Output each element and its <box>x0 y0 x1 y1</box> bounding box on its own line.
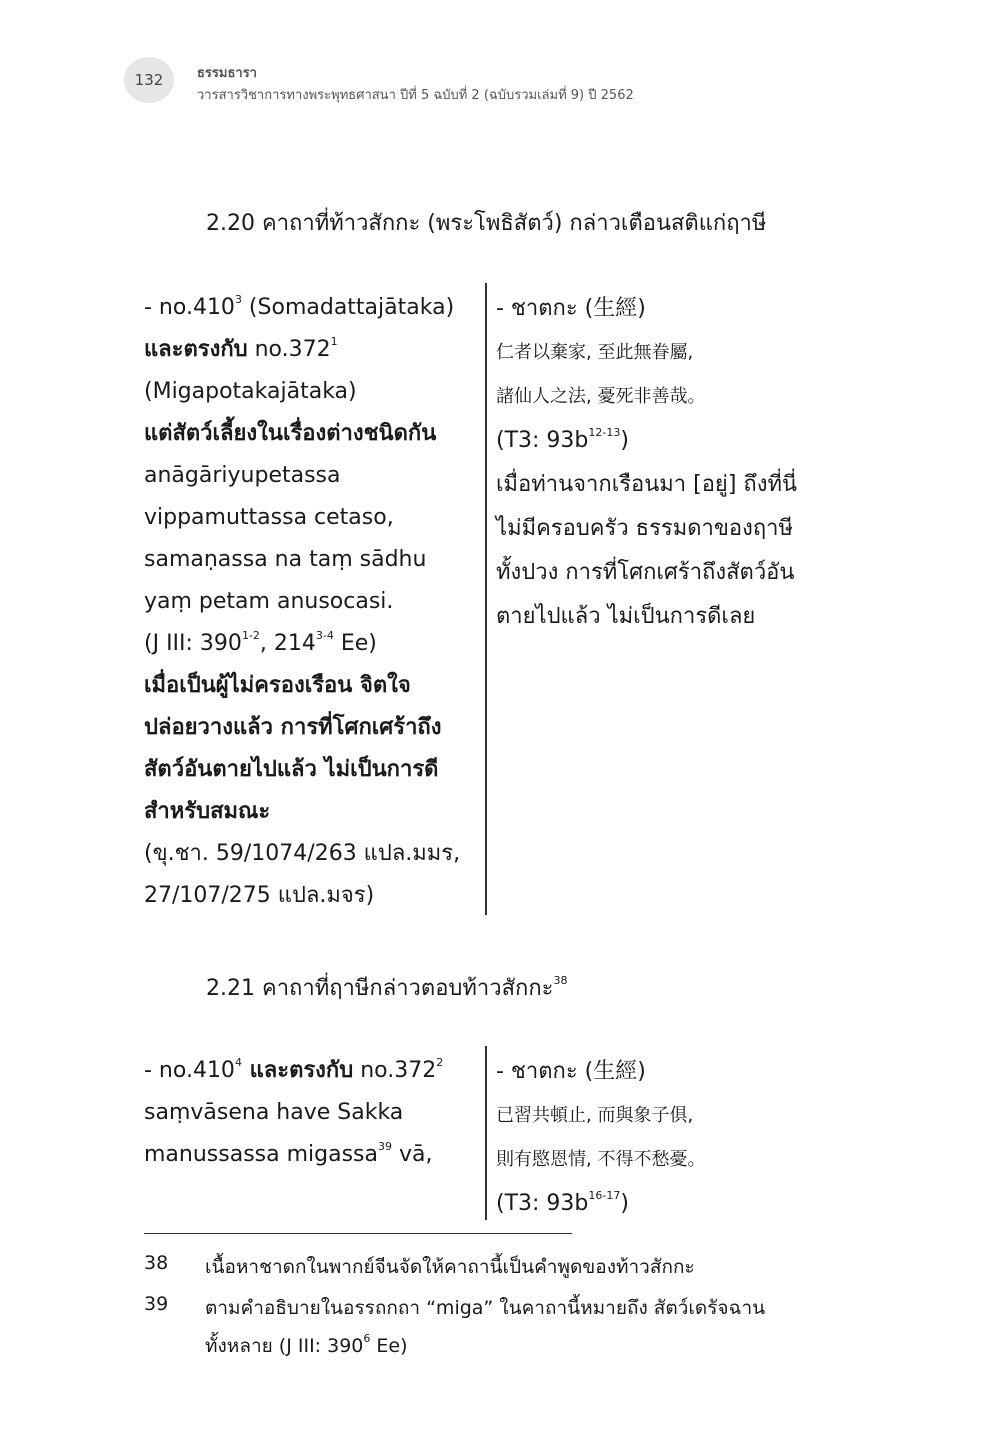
footnote-rule <box>144 1233 572 1234</box>
pali-verse-line: saṃvāsena have Sakka <box>144 1100 404 1125</box>
citation-line: (J III: 390$^{1-2}$, 214$^{3-4}$ Ee) <box>144 628 377 656</box>
translation-line: ไม่มีครอบครัว ธรรมดาของฤาษี <box>496 516 794 541</box>
footnote-text: เนื้อหาชาดกในพากย์จีนจัดให้คาถานี้เป็นคำพูดของท้าวสักกะ <box>205 1256 695 1278</box>
section-2-20-right-column <box>496 287 797 639</box>
journal-subtitle: วารสารวิชาการทางพระพุทธศาสนา ปีที่ 5 ฉบับที่ 2 (ฉบับรวมเล่มที่ 9) ปี 2562 <box>197 88 634 103</box>
section-2-20-left-column <box>144 287 460 917</box>
text-line: - no.410$^3$ (Somadattajātaka) <box>144 292 455 320</box>
footnote-text-continuation: ทั้งหลาย (J III: $390^6$ Ee) <box>205 1331 408 1357</box>
pali-verse-line: samaṇassa na taṃ sādhu <box>144 547 427 572</box>
text-line: - ชาตกะ (生經) <box>496 1059 646 1084</box>
chinese-verse-line: 已習共頓止, 而與象子俱, <box>496 1105 694 1126</box>
translation-line: สำหรับสมณะ <box>144 799 271 824</box>
translation-line: ทั้งปวง การที่โศกเศร้าถึงสัตว์อัน <box>496 560 795 585</box>
journal-name: ธรรมธารา <box>197 66 257 81</box>
text-line: (Migapotakajātaka) <box>144 379 357 404</box>
section-2-21-right-column <box>496 1050 705 1226</box>
pali-verse-line: yaṃ petam anusocasi. <box>144 589 394 614</box>
translation-line: ตายไปแล้ว ไม่เป็นการดีเลย <box>496 604 756 629</box>
translation-line: สัตว์อันตายไปแล้ว ไม่เป็นการดี <box>144 757 439 782</box>
chinese-verse-line: 則有愍恩情, 不得不愁憂。 <box>496 1149 706 1170</box>
pali-verse-line: vippamuttassa cetaso, <box>144 505 394 530</box>
pali-verse-line: anāgāriyupetassa <box>144 463 341 488</box>
translation-line: เมื่อท่านจากเรือนมา [อยู่] ถึงที่นี่ <box>496 472 797 497</box>
footnote-text: ตามคำอธิบายในอรรถกถา “miga” ในคาถานี้หมายถึง สัตว์เดรัจฉาน <box>205 1297 766 1319</box>
section-heading-2-20: 2.20 คาถาที่ท้าวสักกะ (พระโพธิสัตว์) กล่าวเตือนสติแก่ฤาษี <box>206 211 767 236</box>
citation-line: (T3: $93b^{12-13}$) <box>496 425 629 453</box>
page-number: 132 <box>124 57 174 103</box>
section-heading-2-21: 2.21 คาถาที่ฤาษีกล่าวตอบท้าวสักกะ$^{38}$ <box>206 973 568 1001</box>
column-divider <box>485 283 487 915</box>
translation-line: เมื่อเป็นผู้ไม่ครองเรือน จิตใจ <box>144 673 411 698</box>
text-line: - ชาตกะ (生經) <box>496 296 646 321</box>
footnote-number: 38 <box>144 1252 169 1274</box>
citation-line: (T3: $93b^{16-17}$) <box>496 1188 629 1216</box>
chinese-verse-line: 諸仙人之法, 憂死非善哉。 <box>496 386 706 407</box>
footnote-number: 39 <box>144 1293 169 1315</box>
column-divider <box>485 1046 487 1220</box>
citation-line: 27/107/275 แปล.มจร) <box>144 883 375 908</box>
citation-line: (ขุ.ชา. 59/1074/263 แปล.มมร, <box>144 841 461 866</box>
text-line: - no.410$^4$ และตรงกับ no.372$^2$ <box>144 1055 444 1083</box>
chinese-verse-line: 仁者以棄家, 至此無眷屬, <box>496 342 694 363</box>
section-2-21-left-column <box>144 1050 443 1176</box>
translation-line: ปล่อยวางแล้ว การที่โศกเศร้าถึง <box>144 715 442 740</box>
pali-verse-line: manussassa migassa$^{39}$ vā, <box>144 1139 433 1167</box>
text-line: แต่สัตว์เลี้ยงในเรื่องต่างชนิดกัน <box>144 421 437 446</box>
text-line: และตรงกับ no.372$^1$ <box>144 334 338 362</box>
